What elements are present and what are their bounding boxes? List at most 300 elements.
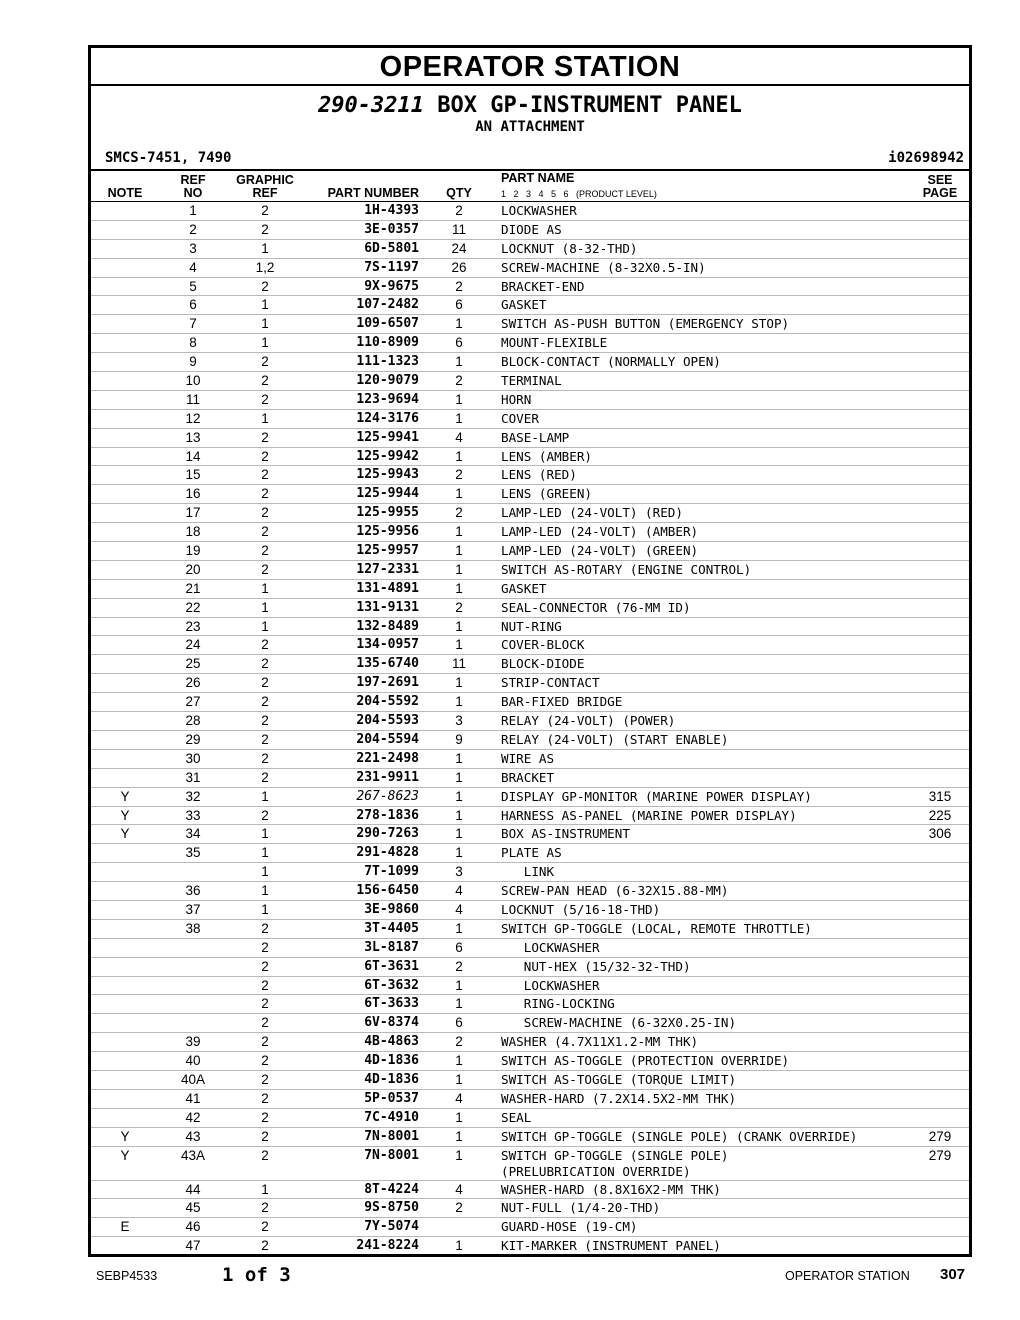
cell-qty: 1 <box>455 486 463 502</box>
table-row <box>91 1218 969 1237</box>
cell-graphic-ref: 2 <box>261 448 269 464</box>
cell-ref-no: 23 <box>185 618 201 634</box>
cell-part-name: WASHER-HARD (7.2X14.5X2-MM THK) <box>501 1090 737 1106</box>
cell-ref-no: 24 <box>185 637 201 653</box>
table-row <box>91 977 969 996</box>
page-footer <box>0 1264 1020 1288</box>
cell-part-name: DISPLAY GP-MONITOR (MARINE POWER DISPLAY) <box>501 788 812 804</box>
col-ref-line2: NO <box>183 186 203 200</box>
cell-ref-no: 43 <box>185 1128 201 1144</box>
col-see-line1: SEE <box>927 173 953 187</box>
cell-ref-no: 29 <box>185 731 201 747</box>
cell-qty: 4 <box>455 1090 463 1106</box>
cell-ref-no: 4 <box>189 259 197 275</box>
cell-part-name: BLOCK-CONTACT (NORMALLY OPEN) <box>501 354 721 370</box>
cell-ref-no: 10 <box>185 373 201 389</box>
cell-part-number: 125-9956 <box>356 524 419 540</box>
cell-ref-no: 20 <box>185 561 201 577</box>
cell-part-number: 6T-3633 <box>364 996 419 1012</box>
cell-ref-no: 39 <box>185 1034 201 1050</box>
cell-graphic-ref: 2 <box>261 1147 269 1163</box>
table-row <box>91 485 969 504</box>
table-row <box>91 315 969 334</box>
cell-graphic-ref: 2 <box>261 713 269 729</box>
cell-ref-no: 15 <box>185 467 201 483</box>
cell-ref-no: 46 <box>185 1219 201 1235</box>
table-row <box>91 674 969 693</box>
cell-qty: 4 <box>455 429 463 445</box>
cell-qty: 2 <box>455 599 463 615</box>
cell-part-number: 7C-4910 <box>364 1109 419 1125</box>
table-row <box>91 372 969 391</box>
cell-qty: 6 <box>455 297 463 313</box>
cell-ref-no: 22 <box>185 599 201 615</box>
illustration-id: i02698942 <box>888 150 964 166</box>
cell-ref-no: 19 <box>185 543 201 559</box>
cell-part-number: 231-9911 <box>356 769 419 785</box>
cell-qty: 1 <box>455 618 463 634</box>
cell-part-name: BAR-FIXED BRIDGE <box>501 694 623 710</box>
cell-graphic-ref: 1 <box>261 618 269 634</box>
cell-part-number: 6D-5801 <box>364 240 419 256</box>
cell-part-number: 267-8623 <box>356 788 419 804</box>
cell-graphic-ref: 1 <box>261 788 269 804</box>
cell-part-name: HARNESS AS-PANEL (MARINE POWER DISPLAY) <box>501 807 797 823</box>
table-row <box>91 221 969 240</box>
table-row <box>91 901 969 920</box>
cell-part-name: LAMP-LED (24-VOLT) (AMBER) <box>501 524 699 540</box>
cell-graphic-ref: 2 <box>261 750 269 766</box>
cell-part-name: LINK <box>501 864 555 880</box>
cell-graphic-ref: 2 <box>261 505 269 521</box>
table-row <box>91 353 969 372</box>
cell-graphic-ref: 2 <box>261 694 269 710</box>
cell-qty: 1 <box>455 1147 463 1163</box>
table-row <box>91 240 969 259</box>
cell-part-number: 111-1323 <box>356 354 419 370</box>
cell-part-number: 8T-4224 <box>364 1181 419 1197</box>
cell-ref-no: 28 <box>185 713 201 729</box>
cell-ref-no: 21 <box>185 580 201 596</box>
cell-part-name: KIT-MARKER (INSTRUMENT PANEL) <box>501 1238 721 1254</box>
cell-ref-no: 32 <box>185 788 201 804</box>
cell-part-number: 135-6740 <box>356 656 419 672</box>
cell-ref-no: 2 <box>189 221 197 237</box>
cell-part-name: NUT-RING <box>501 618 562 634</box>
table-row <box>91 1128 969 1147</box>
table-row <box>91 202 969 221</box>
cell-part-name: LOCKWASHER <box>501 977 600 993</box>
cell-qty: 1 <box>455 807 463 823</box>
table-row <box>91 580 969 599</box>
table-row <box>91 1237 969 1256</box>
cell-part-name: SWITCH GP-TOGGLE (SINGLE POLE) (CRANK OVERRIDE) <box>501 1128 858 1144</box>
table-row <box>91 939 969 958</box>
cell-part-name: GASKET <box>501 580 547 596</box>
table-row <box>91 1052 969 1071</box>
cell-note: Y <box>120 788 130 804</box>
cell-graphic-ref: 2 <box>261 391 269 407</box>
table-row <box>91 1014 969 1033</box>
col-note: NOTE <box>107 186 143 200</box>
table-row <box>91 599 969 618</box>
cell-part-number: 125-9943 <box>356 467 419 483</box>
cell-part-number: 4B-4863 <box>364 1034 419 1050</box>
footer-section: OPERATOR STATION <box>785 1269 910 1283</box>
cell-graphic-ref: 2 <box>261 467 269 483</box>
cell-note: Y <box>120 1147 130 1163</box>
cell-ref-no: 27 <box>185 694 201 710</box>
table-row <box>91 655 969 674</box>
cell-qty: 1 <box>455 750 463 766</box>
col-product-level: 1 2 3 4 5 6 (PRODUCT LEVEL) <box>501 189 657 199</box>
cell-graphic-ref: 2 <box>261 1109 269 1125</box>
cell-part-number: 3L-8187 <box>364 939 419 955</box>
table-row <box>91 1033 969 1052</box>
table-row <box>91 844 969 863</box>
cell-part-number: 6V-8374 <box>364 1015 419 1031</box>
smcs-code: SMCS-7451, 7490 <box>105 150 232 166</box>
cell-ref-no: 36 <box>185 883 201 899</box>
cell-part-number: 241-8224 <box>356 1238 419 1254</box>
parts-table-body <box>91 202 969 1256</box>
cell-ref-no: 41 <box>185 1090 201 1106</box>
cell-part-name: GUARD-HOSE (19-CM) <box>501 1219 638 1235</box>
table-row <box>91 542 969 561</box>
cell-part-number: 9S-8750 <box>364 1200 419 1216</box>
smcs-row <box>91 149 969 171</box>
group-part-number: 290-3211 <box>318 93 425 118</box>
cell-part-name: LENS (GREEN) <box>501 486 592 502</box>
table-row <box>91 693 969 712</box>
col-part-name: PART NAME <box>501 171 575 185</box>
cell-part-number: 127-2331 <box>356 561 419 577</box>
cell-part-name: HORN <box>501 391 532 407</box>
cell-part-number: 124-3176 <box>356 410 419 426</box>
table-row <box>91 466 969 485</box>
cell-part-number: 120-9079 <box>356 373 419 389</box>
cell-part-name: MOUNT-FLEXIBLE <box>501 335 608 351</box>
cell-ref-no: 47 <box>185 1238 201 1254</box>
cell-ref-no: 43A <box>180 1147 206 1163</box>
table-row <box>91 825 969 844</box>
cell-qty: 1 <box>455 977 463 993</box>
cell-graphic-ref: 2 <box>261 1219 269 1235</box>
cell-part-number: 7S-1197 <box>364 259 419 275</box>
cell-part-name: BRACKET <box>501 769 555 785</box>
cell-part-name: LOCKWASHER <box>501 939 600 955</box>
cell-ref-no: 40 <box>185 1053 201 1069</box>
cell-ref-no: 37 <box>185 901 201 917</box>
cell-part-number: 125-9944 <box>356 486 419 502</box>
cell-part-number: 110-8909 <box>356 335 419 351</box>
cell-part-number: 3T-4405 <box>364 920 419 936</box>
cell-graphic-ref: 2 <box>261 637 269 653</box>
cell-qty: 2 <box>455 1200 463 1216</box>
cell-see-page: 315 <box>928 788 952 804</box>
cell-qty: 2 <box>455 203 463 218</box>
col-graphic-line2: REF <box>252 186 278 200</box>
cell-qty: 9 <box>455 731 463 747</box>
cell-ref-no: 31 <box>185 769 201 785</box>
cell-graphic-ref: 1 <box>261 316 269 332</box>
cell-graphic-ref: 1 <box>261 240 269 256</box>
cell-part-number: 7N-8001 <box>364 1147 419 1163</box>
cell-graphic-ref: 2 <box>261 1071 269 1087</box>
cell-ref-no: 42 <box>185 1109 201 1125</box>
cell-graphic-ref: 2 <box>261 656 269 672</box>
cell-qty: 1 <box>455 694 463 710</box>
cell-qty: 2 <box>455 278 463 294</box>
cell-graphic-ref: 2 <box>261 373 269 389</box>
table-row <box>91 807 969 826</box>
cell-graphic-ref: 2 <box>261 939 269 955</box>
cell-qty: 1 <box>455 1128 463 1144</box>
cell-graphic-ref: 1 <box>261 599 269 615</box>
cell-part-number: 125-9942 <box>356 448 419 464</box>
cell-ref-no: 45 <box>185 1200 201 1216</box>
table-row <box>91 788 969 807</box>
cell-qty: 1 <box>455 410 463 426</box>
cell-qty: 6 <box>455 335 463 351</box>
group-name: BOX GP-INSTRUMENT PANEL <box>437 93 742 118</box>
cell-qty: 4 <box>455 883 463 899</box>
cell-qty: 11 <box>451 656 466 672</box>
cell-part-number: 125-9957 <box>356 543 419 559</box>
cell-qty: 6 <box>455 1015 463 1031</box>
cell-qty: 1 <box>455 996 463 1012</box>
table-row <box>91 995 969 1014</box>
cell-part-name: RING-LOCKING <box>501 996 615 1012</box>
cell-graphic-ref: 1 <box>261 1181 269 1197</box>
table-row <box>91 636 969 655</box>
cell-ref-no: 40A <box>180 1071 206 1087</box>
cell-part-number: 204-5593 <box>356 713 419 729</box>
cell-ref-no: 12 <box>185 410 201 426</box>
cell-part-number: 131-9131 <box>356 599 419 615</box>
cell-graphic-ref: 1 <box>261 410 269 426</box>
cell-part-number: 3E-9860 <box>364 901 419 917</box>
cell-part-name: SWITCH AS-ROTARY (ENGINE CONTROL) <box>501 561 752 577</box>
cell-graphic-ref: 2 <box>261 354 269 370</box>
table-row <box>91 958 969 977</box>
cell-part-number: 5P-0537 <box>364 1090 419 1106</box>
table-row <box>91 429 969 448</box>
col-part-number: PART NUMBER <box>327 186 419 200</box>
cell-graphic-ref: 2 <box>261 561 269 577</box>
cell-part-name: SCREW-PAN HEAD (6-32X15.88-MM) <box>501 883 729 899</box>
cell-graphic-ref: 2 <box>261 1053 269 1069</box>
cell-ref-no: 17 <box>185 505 201 521</box>
cell-ref-no: 8 <box>189 335 197 351</box>
cell-graphic-ref: 1,2 <box>255 259 275 275</box>
cell-graphic-ref: 2 <box>261 1090 269 1106</box>
table-row <box>91 334 969 353</box>
doc-number: SEBP4533 <box>96 1269 158 1283</box>
cell-part-name: WASHER-HARD (8.8X16X2-MM THK) <box>501 1181 721 1197</box>
cell-part-number: 156-6450 <box>356 883 419 899</box>
cell-ref-no: 9 <box>189 354 197 370</box>
cell-qty: 11 <box>451 221 466 237</box>
cell-graphic-ref: 1 <box>261 580 269 596</box>
cell-ref-no: 30 <box>185 750 201 766</box>
table-row <box>91 391 969 410</box>
cell-qty: 1 <box>455 788 463 804</box>
cell-graphic-ref: 2 <box>261 429 269 445</box>
cell-ref-no: 11 <box>185 391 200 407</box>
cell-part-number: 6T-3632 <box>364 977 419 993</box>
cell-part-name: DIODE AS <box>501 221 562 237</box>
cell-qty: 2 <box>455 958 463 974</box>
cell-graphic-ref: 2 <box>261 1034 269 1050</box>
table-row <box>91 1090 969 1109</box>
cell-part-name: WASHER (4.7X11X1.2-MM THK) <box>501 1034 699 1050</box>
parts-list-frame <box>88 45 972 1257</box>
cell-part-name: NUT-HEX (15/32-32-THD) <box>501 958 691 974</box>
cell-qty: 1 <box>455 354 463 370</box>
cell-part-number: 3E-0357 <box>364 221 419 237</box>
cell-ref-no: 3 <box>189 240 197 256</box>
table-row <box>91 278 969 297</box>
cell-ref-no: 38 <box>185 920 201 936</box>
cell-see-page: 279 <box>928 1147 952 1163</box>
cell-part-number: 125-9941 <box>356 429 419 445</box>
cell-note: Y <box>120 807 130 823</box>
cell-qty: 3 <box>455 713 463 729</box>
cell-part-number: 204-5594 <box>356 731 419 747</box>
cell-part-name: RELAY (24-VOLT) (POWER) <box>501 713 676 729</box>
cell-part-name: STRIP-CONTACT <box>501 675 600 691</box>
cell-graphic-ref: 2 <box>261 278 269 294</box>
cell-part-number: 4D-1836 <box>364 1053 419 1069</box>
group-subtitle: AN ATTACHMENT <box>475 119 585 135</box>
cell-part-number: 221-2498 <box>356 750 419 766</box>
cell-part-name: SWITCH AS-PUSH BUTTON (EMERGENCY STOP) <box>501 316 790 332</box>
cell-note: E <box>120 1219 130 1235</box>
cell-qty: 1 <box>455 316 463 332</box>
cell-qty: 1 <box>455 561 463 577</box>
table-row <box>91 750 969 769</box>
page-number: 307 <box>940 1266 966 1283</box>
cell-part-name: RELAY (24-VOLT) (START ENABLE) <box>501 731 729 747</box>
cell-part-name: GASKET <box>501 297 547 313</box>
cell-ref-no: 25 <box>185 656 201 672</box>
cell-qty: 2 <box>455 1034 463 1050</box>
cell-part-name: LENS (RED) <box>501 467 577 483</box>
cell-qty: 1 <box>455 448 463 464</box>
cell-graphic-ref: 1 <box>261 864 269 880</box>
cell-part-name: SWITCH AS-TOGGLE (PROTECTION OVERRIDE) <box>501 1053 790 1069</box>
cell-graphic-ref: 2 <box>261 675 269 691</box>
cell-qty: 4 <box>455 901 463 917</box>
cell-part-name: BLOCK-DIODE <box>501 656 585 672</box>
cell-part-number: 123-9694 <box>356 391 419 407</box>
cell-part-number: 290-7263 <box>356 826 419 842</box>
table-row <box>91 1181 969 1200</box>
cell-part-number: 204-5592 <box>356 694 419 710</box>
cell-qty: 1 <box>455 524 463 540</box>
cell-part-number: 9X-9675 <box>364 278 419 294</box>
cell-part-name: LAMP-LED (24-VOLT) (GREEN) <box>501 543 699 559</box>
table-row <box>91 1071 969 1090</box>
table-row <box>91 1199 969 1218</box>
table-row <box>91 523 969 542</box>
cell-part-number: 4D-1836 <box>364 1071 419 1087</box>
cell-part-number: 7Y-5074 <box>364 1219 419 1235</box>
cell-part-number: 1H-4393 <box>364 203 419 218</box>
cell-part-number: 107-2482 <box>356 297 419 313</box>
cell-graphic-ref: 2 <box>261 807 269 823</box>
cell-graphic-ref: 1 <box>261 883 269 899</box>
cell-qty: 6 <box>455 939 463 955</box>
cell-qty: 2 <box>455 373 463 389</box>
cell-ref-no: 13 <box>185 429 201 445</box>
cell-ref-no: 44 <box>185 1181 201 1197</box>
cell-part-name: SCREW-MACHINE (8-32X0.5-IN) <box>501 259 706 275</box>
cell-part-name: SEAL-CONNECTOR (76-MM ID) <box>501 599 691 615</box>
col-graphic-line1: GRAPHIC <box>236 173 294 187</box>
cell-graphic-ref: 2 <box>261 221 269 237</box>
cell-qty: 3 <box>455 864 463 880</box>
cell-part-number: 291-4828 <box>356 845 419 861</box>
section-title: OPERATOR STATION <box>91 48 969 86</box>
cell-ref-no: 6 <box>189 297 197 313</box>
cell-graphic-ref: 2 <box>261 920 269 936</box>
cell-qty: 1 <box>455 826 463 842</box>
cell-qty: 1 <box>455 1238 463 1254</box>
table-row <box>91 410 969 429</box>
cell-graphic-ref: 2 <box>261 769 269 785</box>
table-row <box>91 863 969 882</box>
cell-graphic-ref: 2 <box>261 958 269 974</box>
column-headers <box>91 171 969 202</box>
cell-qty: 1 <box>455 1109 463 1125</box>
cell-part-name: LOCKNUT (8-32-THD) <box>501 240 638 256</box>
cell-part-name: NUT-FULL (1/4-20-THD) <box>501 1200 661 1216</box>
cell-ref-no: 5 <box>189 278 197 294</box>
cell-graphic-ref: 1 <box>261 297 269 313</box>
cell-ref-no: 1 <box>189 203 197 218</box>
cell-graphic-ref: 1 <box>261 826 269 842</box>
cell-graphic-ref: 2 <box>261 731 269 747</box>
page-of: 1 of 3 <box>222 1264 291 1286</box>
cell-qty: 24 <box>451 240 467 256</box>
cell-graphic-ref: 2 <box>261 1200 269 1216</box>
table-row <box>91 504 969 523</box>
cell-graphic-ref: 2 <box>261 977 269 993</box>
cell-ref-no: 35 <box>185 845 201 861</box>
cell-part-number: 6T-3631 <box>364 958 419 974</box>
cell-part-name: WIRE AS <box>501 750 555 766</box>
cell-see-page: 306 <box>928 826 952 842</box>
cell-qty: 2 <box>455 467 463 483</box>
cell-graphic-ref: 2 <box>261 1128 269 1144</box>
cell-graphic-ref: 2 <box>261 524 269 540</box>
table-row <box>91 618 969 637</box>
cell-qty: 1 <box>455 637 463 653</box>
table-row <box>91 448 969 467</box>
cell-part-number: 131-4891 <box>356 580 419 596</box>
cell-part-name: LOCKWASHER <box>501 203 577 218</box>
table-row <box>91 1147 969 1181</box>
group-title <box>91 93 969 119</box>
cell-graphic-ref: 1 <box>261 335 269 351</box>
cell-part-number: 278-1836 <box>356 807 419 823</box>
cell-qty: 1 <box>455 580 463 596</box>
cell-graphic-ref: 2 <box>261 543 269 559</box>
cell-part-name: BOX AS-INSTRUMENT <box>501 826 630 842</box>
cell-part-name: SCREW-MACHINE (6-32X0.25-IN) <box>501 1015 737 1031</box>
